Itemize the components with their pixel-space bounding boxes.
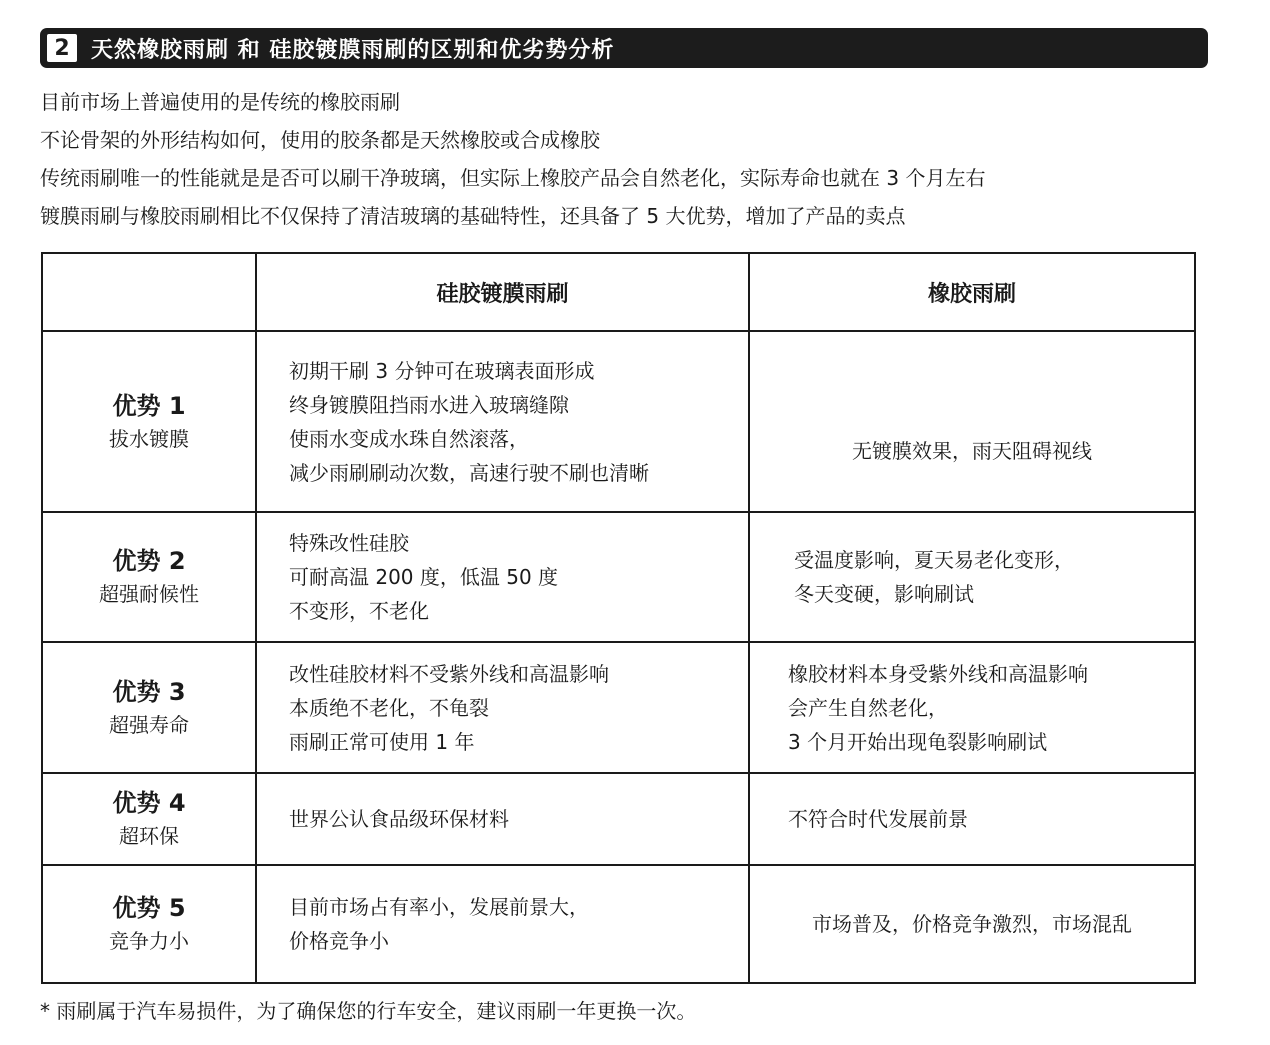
- silicone-line: 目前市场占有率小，发展前景大，: [289, 895, 589, 919]
- intro-line: 传统雨刷唯一的性能就是是否可以刷干净玻璃，但实际上橡胶产品会自然老化，实际寿命也就在 3 个月左右: [40, 166, 986, 190]
- silicone-line: 世界公认食品级环保材料: [289, 807, 509, 831]
- table-row: [42, 865, 1195, 983]
- silicone-cell: [256, 331, 749, 512]
- advantage-title: 优势 2: [112, 547, 186, 575]
- silicone-cell: [256, 512, 749, 642]
- silicone-line: 本质绝不老化，不龟裂: [289, 695, 489, 720]
- rubber-line: 无镀膜效果，雨天阻碍视线: [852, 439, 1092, 463]
- rubber-cell: [749, 865, 1195, 983]
- advantage-cell: [42, 865, 256, 983]
- rubber-line: 不符合时代发展前景: [788, 807, 968, 831]
- silicone-cell: [256, 642, 749, 773]
- rubber-cell: [749, 512, 1195, 642]
- table-row: [42, 642, 1195, 773]
- rubber-line: 冬天变硬，影响刷试: [794, 582, 974, 606]
- rubber-cell: [749, 773, 1195, 865]
- intro-line: 目前市场上普遍使用的是传统的橡胶雨刷: [40, 90, 400, 114]
- silicone-line: 价格竞争小: [289, 929, 389, 953]
- advantage-subtitle: 拔水镀膜: [109, 426, 189, 451]
- silicone-line: 特殊改性硅胶: [289, 531, 409, 555]
- silicone-line: 改性硅胶材料不受紫外线和高温影响: [289, 661, 609, 686]
- rubber-line: 受温度影响，夏天易老化变形，: [794, 548, 1074, 572]
- rubber-line: 市场普及，价格竞争激烈，市场混乱: [812, 912, 1132, 936]
- section-header: [40, 28, 1208, 68]
- advantage-subtitle: 超环保: [119, 824, 179, 848]
- intro-line: 镀膜雨刷与橡胶雨刷相比不仅保持了清洁玻璃的基础特性，还具备了 5 大优势，增加了产品的卖点: [40, 204, 906, 228]
- advantage-subtitle: 超强耐候性: [99, 582, 199, 606]
- section-number-badge: 2: [47, 34, 77, 62]
- advantage-cell: [42, 331, 256, 512]
- advantage-cell: [42, 773, 256, 865]
- silicone-line: 不变形，不老化: [289, 599, 429, 623]
- advantage-cell: [42, 512, 256, 642]
- silicone-line: 雨刷正常可使用 1 年: [289, 729, 475, 754]
- intro-line: 不论骨架的外形结构如何，使用的胶条都是天然橡胶或合成橡胶: [40, 128, 600, 152]
- header-empty-cell: [42, 253, 256, 331]
- rubber-cell: [749, 331, 1195, 512]
- silicone-line: 使雨水变成水珠自然滚落，: [289, 426, 529, 451]
- intro-paragraph: [40, 83, 1230, 235]
- advantage-subtitle: 竞争力小: [109, 929, 189, 953]
- rubber-line: 3 个月开始出现龟裂影响刷试: [788, 729, 1048, 754]
- advantage-title: 优势 1: [112, 391, 186, 420]
- section-title: 天然橡胶雨刷 和 硅胶镀膜雨刷的区别和优劣势分析: [91, 37, 615, 63]
- header-silicone: 硅胶镀膜雨刷: [256, 253, 749, 331]
- silicone-cell: [256, 773, 749, 865]
- comparison-table: [41, 252, 1196, 984]
- advantage-title: 优势 3: [112, 677, 186, 706]
- header-rubber: 橡胶雨刷: [749, 253, 1195, 331]
- advantage-title: 优势 5: [112, 894, 186, 922]
- table-header-row: [42, 253, 1195, 331]
- advantage-title: 优势 4: [112, 789, 186, 817]
- rubber-cell: [749, 642, 1195, 773]
- silicone-line: 初期干刷 3 分钟可在玻璃表面形成: [289, 358, 595, 383]
- silicone-line: 减少雨刷刷动次数，高速行驶不刷也清晰: [289, 460, 649, 485]
- advantage-subtitle: 超强寿命: [109, 712, 189, 737]
- silicone-line: 可耐高温 200 度，低温 50 度: [289, 565, 559, 589]
- table-row: [42, 331, 1195, 512]
- table-row: [42, 773, 1195, 865]
- rubber-line: 橡胶材料本身受紫外线和高温影响: [788, 661, 1088, 686]
- silicone-cell: [256, 865, 749, 983]
- silicone-line: 终身镀膜阻挡雨水进入玻璃缝隙: [289, 392, 569, 417]
- footnote: * 雨刷属于汽车易损件，为了确保您的行车安全，建议雨刷一年更换一次。: [40, 999, 697, 1023]
- rubber-line: 会产生自然老化，: [788, 695, 948, 720]
- table-row: [42, 512, 1195, 642]
- advantage-cell: [42, 642, 256, 773]
